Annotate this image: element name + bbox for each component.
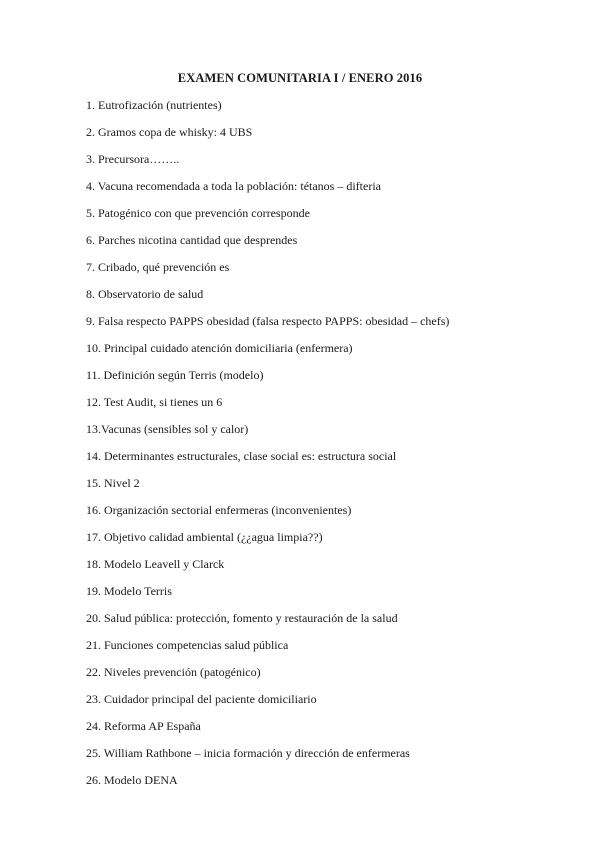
question-list (86, 96, 566, 798)
question-item: 23. Cuidador principal del paciente domiciliario (86, 692, 317, 706)
question-item: 19. Modelo Terris (86, 584, 172, 598)
question-item: 14. Determinantes estructurales, clase social es: estructura social (86, 449, 397, 463)
question-item: 17. Objetivo calidad ambiental (¿¿agua limpia??) (86, 530, 323, 544)
question-item: 9. Falsa respecto PAPPS obesidad (falsa respecto PAPPS: obesidad – chefs) (86, 314, 450, 328)
question-item: 20. Salud pública: protección, fomento y restauración de la salud (86, 611, 398, 625)
question-item: 10. Principal cuidado atención domiciliaria (enfermera) (86, 341, 353, 355)
question-item: 26. Modelo DENA (86, 773, 178, 787)
question-item: 12. Test Audit, si tienes un 6 (86, 395, 223, 409)
question-item: 18. Modelo Leavell y Clarck (86, 557, 225, 571)
question-item: 25. William Rathbone – inicia formación y dirección de enfermeras (86, 746, 410, 760)
question-item: 3. Precursora…….. (86, 152, 180, 166)
question-item: 21. Funciones competencias salud pública (86, 638, 289, 652)
question-item: 15. Nivel 2 (86, 476, 140, 490)
question-item: 16. Organización sectorial enfermeras (inconvenientes) (86, 503, 352, 517)
question-item: 8. Observatorio de salud (86, 287, 204, 301)
question-item: 22. Niveles prevención (patogénico) (86, 665, 261, 679)
question-item: 24. Reforma AP España (86, 719, 201, 733)
question-item: 7. Cribado, qué prevención es (86, 260, 230, 274)
question-item: 13.Vacunas (sensibles sol y calor) (86, 422, 249, 436)
question-item: 11. Definición según Terris (modelo) (86, 368, 264, 382)
page-title: EXAMEN COMUNITARIA I / ENERO 2016 (177, 71, 423, 85)
question-item: 5. Patogénico con que prevención corresponde (86, 206, 310, 220)
question-item: 2. Gramos copa de whisky: 4 UBS (86, 125, 253, 139)
question-item: 1. Eutrofización (nutrientes) (86, 98, 222, 112)
question-item: 6. Parches nicotina cantidad que desprendes (86, 233, 298, 247)
question-item: 4. Vacuna recomendada a toda la población: tétanos – difteria (86, 179, 381, 193)
